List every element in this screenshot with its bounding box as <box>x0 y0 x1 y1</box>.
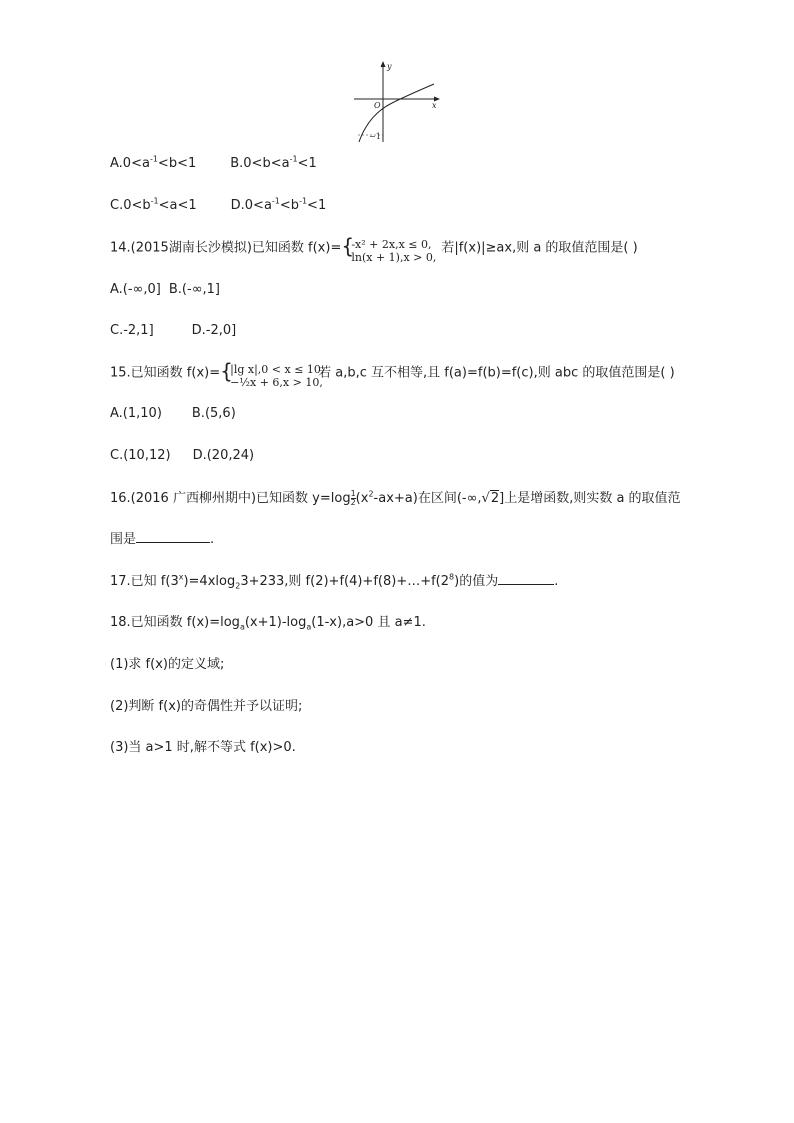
q14-options-row-2 <box>110 322 236 340</box>
q15-options-row-1 <box>110 405 236 423</box>
q16-stem-line-2: 围是 . <box>110 532 215 547</box>
q14-option-b[interactable]: B.(-∞,1] <box>168 282 220 297</box>
q14-option-a[interactable]: A.(-∞,0] <box>110 282 161 297</box>
q13-option-a[interactable]: $A.0<a^{-1}<b<1$ <box>110 154 197 171</box>
q15-options-row-2 <box>110 447 254 465</box>
q14-option-c[interactable]: C.-2,1] <box>110 323 154 338</box>
y-axis-label: y <box>387 62 392 71</box>
q16-answer-blank[interactable] <box>136 530 210 543</box>
q18-stem: 18.已知函数 $f(x)=\log_a(x+1)-\log_a(1-x),a>0$ 且 a≠1. <box>110 615 426 632</box>
q17-answer-blank[interactable] <box>498 572 554 585</box>
q15-option-b[interactable]: B.(5,6) <box>191 406 236 421</box>
q14-stem: 14.(2015湖南长沙模拟)已知函数 f(x)= { -x² + 2x,x ≤ 0, ln(x + 1),x > 0, 若|f(x)|≥ax,则 a 的取值范围是( ) <box>110 234 638 264</box>
q14-piecewise-function: { -x² + 2x,x ≤ 0, ln(x + 1),x > 0, <box>341 234 437 264</box>
q16-stem: 16.(2016 广西柳州期中)已知函数 y=log $\frac{1}{2}$ $(x^2-ax+a)$在区间(-∞,√2]上是增函数,则实数 a 的取值范 <box>110 489 681 507</box>
y-tick-label: −1 <box>369 132 381 141</box>
q15-piecewise-function: { |lg x|,0 < x ≤ 10, −½x + 6,x > 10, <box>220 359 325 389</box>
q15-stem: 15.已知函数 f(x)= { |lg x|,0 < x ≤ 10, −½x + 6,x > 10, 若 a,b,c 互不相等,且 f(a)=f(b)=f(c),则 abc 的取值范围是( ) <box>110 359 675 389</box>
q14-options-row-1 <box>110 281 220 299</box>
q13-option-b[interactable]: $B.0<b<a^{-1}<1$ <box>230 154 317 171</box>
x-axis-label: x <box>432 101 437 110</box>
q18-part-2: (2)判断 f(x)的奇偶性并予以证明; <box>110 699 303 714</box>
q18-part-3: (3)当 a>1 时,解不等式 f(x)>0. <box>110 740 296 755</box>
q13-option-d[interactable]: $D.0<a^{-1}<b^{-1}<1$ <box>230 196 327 213</box>
function-graph <box>352 58 444 144</box>
y-axis-arrow <box>381 61 386 67</box>
q16-log-base: $\frac{1}{2}$ <box>350 489 356 507</box>
q13-option-c[interactable]: $C.0<b^{-1}<a<1$ <box>110 196 197 213</box>
q15-option-d[interactable]: D.(20,24) <box>192 448 255 463</box>
q17-stem: 17.已知 $f(3^x)=4xlog_23+233$,则 $f(2)+f(4)+f(8)+\dots+f(2^8)$的值为 . <box>110 572 559 591</box>
q13-options-row-2 <box>110 197 326 215</box>
q14-option-d[interactable]: D.-2,0] <box>191 323 237 338</box>
q15-option-a[interactable]: A.(1,10) <box>110 406 162 421</box>
q13-options-row-1 <box>110 155 317 173</box>
origin-label: O <box>374 101 381 110</box>
q18-part-1: (1)求 f(x)的定义域; <box>110 657 225 672</box>
q15-option-c[interactable]: C.(10,12) <box>110 448 171 463</box>
